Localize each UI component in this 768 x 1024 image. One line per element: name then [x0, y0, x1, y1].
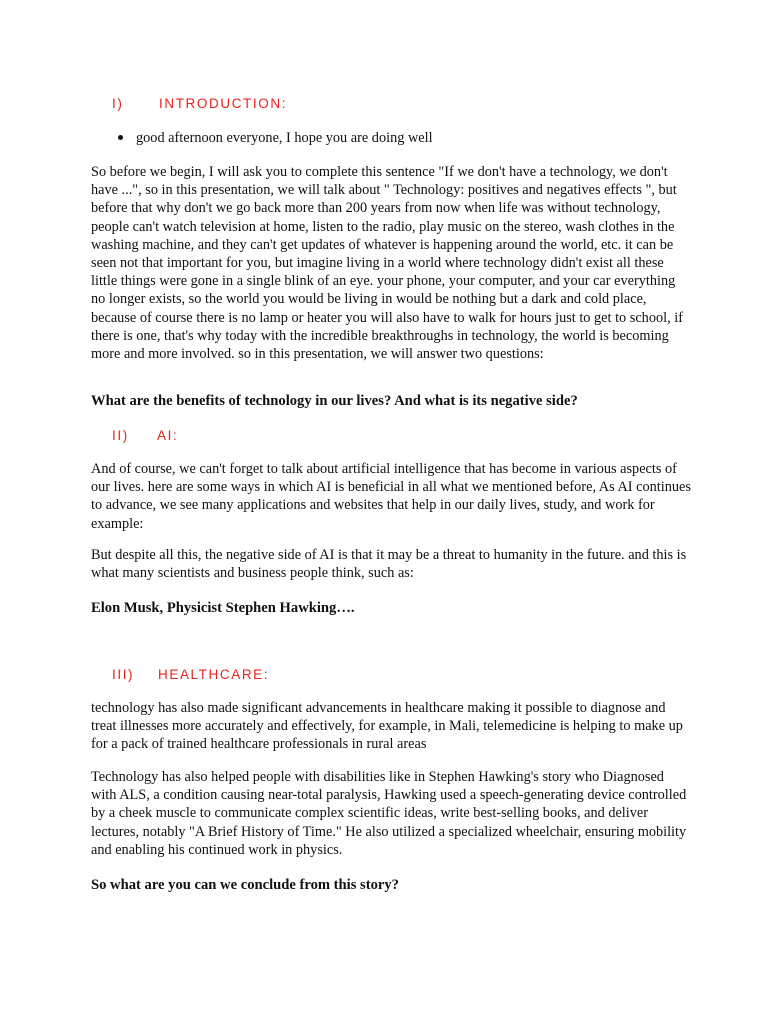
healthcare-question: So what are you can we conclude from this story?: [91, 877, 399, 893]
ai-names: Elon Musk, Physicist Stephen Hawking….: [91, 600, 355, 616]
section-number: I): [112, 96, 124, 111]
healthcare-paragraph-hawking: Technology has also helped people with disabilities like in Stephen Hawking's story who Diagnosed with ALS, a condition causing near-total paralysis, Hawking used a speech-generating device controlled by a cheek muscle to communicate complex scientific ideas, write best-selling books, and deliver lectures, notably "A Brief History of Time." He also utilized a specialized wheelchair, ensuring mobility and enabling his continued work in physics.: [91, 769, 687, 858]
ai-paragraph-benefits: And of course, we can't forget to talk about artificial intelligence that has become in various aspects of our lives. here are some ways in which AI is beneficial in all what we mentioned before, As AI continues to advance, we see many applications and websites that help in our daily lives, study, and work for example:: [91, 461, 691, 532]
bullet-icon: [118, 135, 123, 140]
section-heading-introduction: [112, 96, 288, 111]
section-title: AI:: [157, 428, 179, 443]
healthcare-paragraph-advancements: technology has also made significant advancements in healthcare making it possible to diagnose and treat illnesses more accurately and effectively, for example, in Mali, telemedicine is helping to make up for a pack of trained healthcare professionals in rural areas: [91, 700, 683, 753]
section-number: III): [112, 667, 135, 682]
section-title: HEALTHCARE:: [158, 667, 270, 682]
intro-paragraph: So before we begin, I will ask you to complete this sentence "If we don't have a technology, we don't have ...", so in this presentation, we will talk about " Technology: positives and negatives effects ", but before that why don't we go back more than 200 years from now when life was without technology, people can't watch television at home, listen to the radio, play music on the stereo, wash clothes in the washing machine, and they can't get updates of whatever is happening around the world, etc. it can be seen not that important for you, but imagine living in a world where technology didn't exist all these little things were gone in a single blink of an eye. your phone, your computer, and your car everything no longer exists, so the world you would be living in would be nothing but a dark and cold place, because of course there is no lamp or heater you will also have to walk for hours just to get to school, if there is one, that's why today with the incredible breakthroughs in technology, the world is becoming more and more involved. so in this presentation, we will answer two questions:: [91, 164, 683, 363]
section-title: INTRODUCTION:: [159, 96, 288, 111]
intro-question: What are the benefits of technology in our lives? And what is its negative side?: [91, 393, 578, 409]
section-heading-healthcare: [112, 667, 270, 682]
section-heading-ai: [112, 428, 179, 443]
section-number: II): [112, 428, 129, 443]
bullet-text: good afternoon everyone, I hope you are doing well: [136, 130, 433, 146]
ai-paragraph-negative: But despite all this, the negative side of AI is that it may be a threat to humanity in the future. and this is what many scientists and business people think, such as:: [91, 547, 687, 582]
